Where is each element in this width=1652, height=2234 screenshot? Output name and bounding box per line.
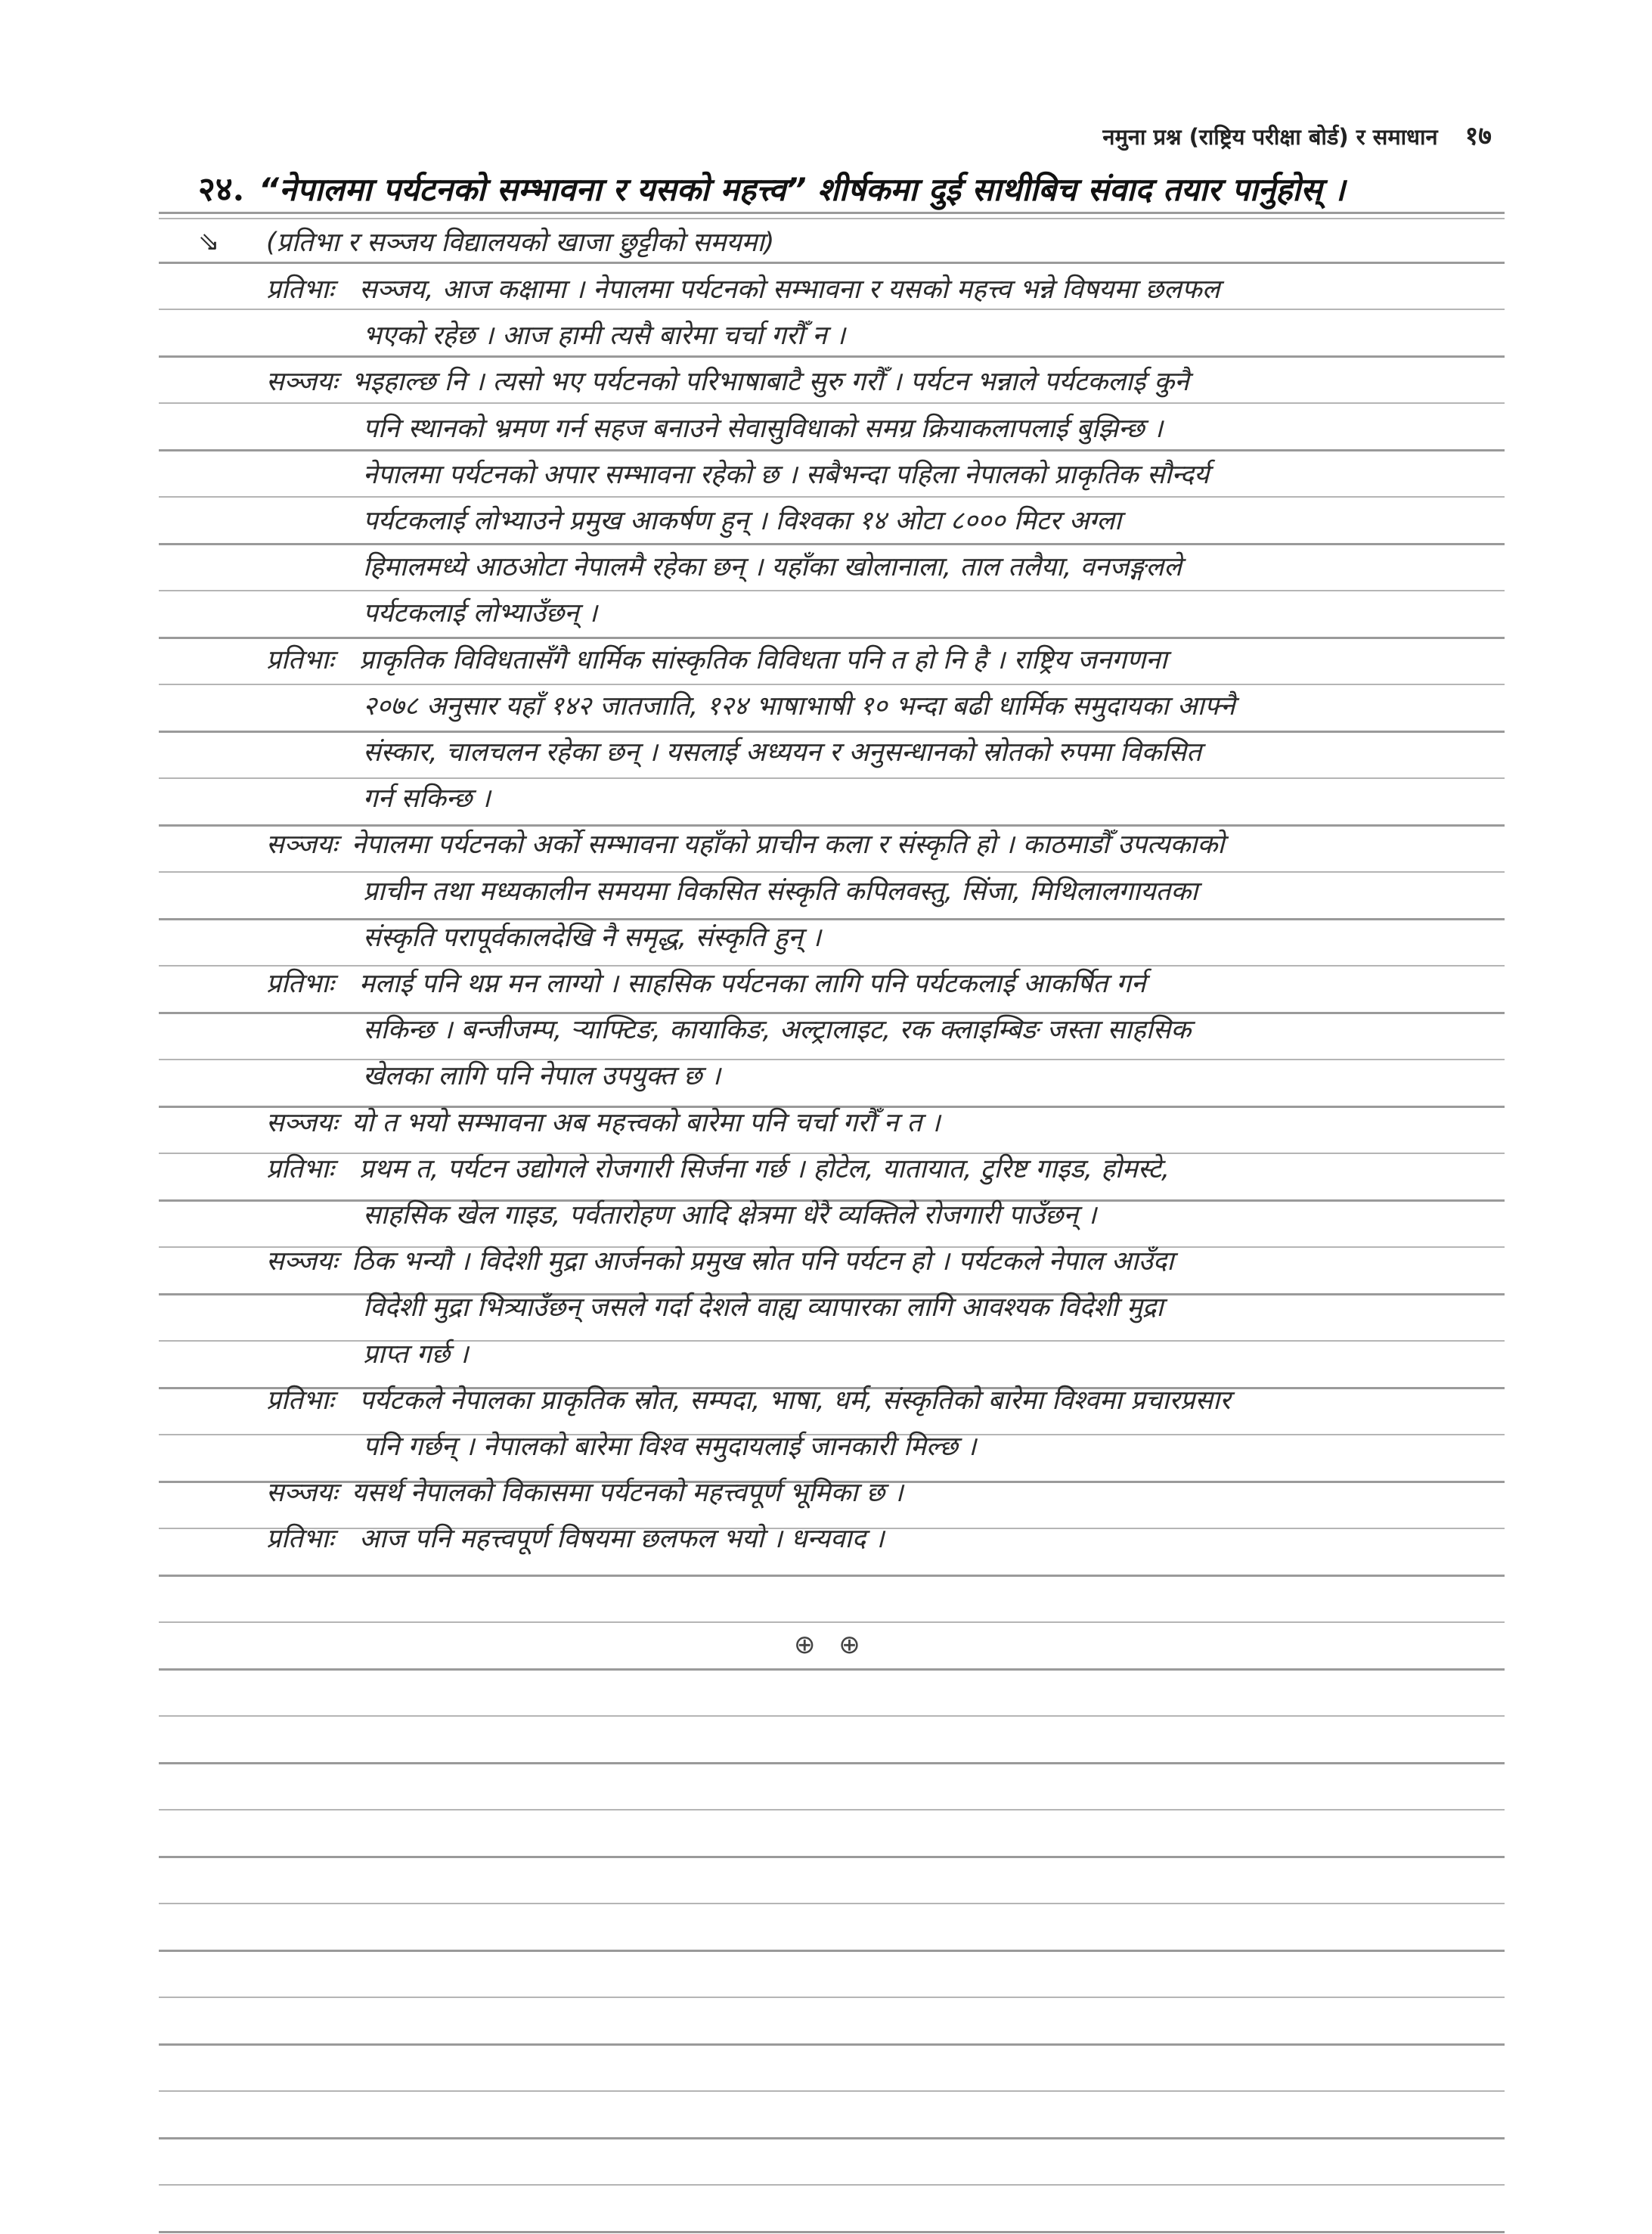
ruled-line — [159, 496, 1505, 498]
ruled-line — [159, 309, 1505, 310]
ruled-line — [159, 1715, 1505, 1717]
ruled-line — [159, 543, 1505, 545]
speaker-label: सञ्जयः — [266, 1478, 338, 1508]
ruled-line — [159, 1668, 1505, 1671]
dialogue-line: प्राकृतिक विविधतासँगै धार्मिक सांस्कृतिक विविधता पनि त हो नि है । राष्ट्रिय जनगणना — [359, 645, 1167, 675]
page-number: १७ — [1464, 121, 1492, 151]
ruled-line — [159, 1340, 1505, 1342]
ruled-line — [159, 918, 1505, 920]
question-number: २४. — [198, 170, 245, 209]
ruled-line — [159, 1575, 1505, 1577]
dialogue-line: पनि स्थानको भ्रमण गर्न सहज बनाउने सेवासुविधाको समग्र क्रियाकलापलाई बुझिन्छ । — [363, 414, 1164, 444]
question-heading — [198, 165, 1501, 218]
ruled-line — [159, 262, 1505, 264]
dialogue-line: प्राप्त गर्छ । — [363, 1339, 469, 1370]
speaker-label: प्रतिभाः — [266, 1385, 334, 1416]
ruled-line — [159, 1856, 1505, 1858]
dialogue-line: पनि गर्छन् । नेपालको बारेमा विश्व समुदायलाई जानकारी मिल्छ । — [363, 1432, 977, 1462]
speaker-label: प्रतिभाः — [266, 645, 334, 675]
speaker-label: प्रतिभाः — [266, 969, 334, 999]
end-ornament: ⊕ ⊕ — [794, 1630, 868, 1660]
speaker-label: सञ्जयः — [266, 367, 338, 397]
ruled-line — [159, 2090, 1505, 2092]
ruled-line — [159, 2043, 1505, 2046]
ruled-line — [159, 1950, 1505, 1952]
ruled-line — [159, 590, 1505, 591]
dialogue-line: नेपालमा पर्यटनको अर्को सम्भावना यहाँको प्राचीन कला र संस्कृति हो । काठमाडौँ उपत्यकाको — [352, 830, 1225, 860]
ruled-line — [159, 1809, 1505, 1810]
dialogue-line: नेपालमा पर्यटनको अपार सम्भावना रहेको छ । सबैभन्दा पहिला नेपालको प्राकृतिक सौन्दर्य — [363, 460, 1210, 490]
ruled-line — [159, 1903, 1505, 1904]
answer-marker-icon: ⇘ — [198, 227, 220, 257]
ruled-line — [159, 1997, 1505, 1998]
speaker-label: सञ्जयः — [266, 1108, 338, 1138]
dialogue-line: खेलका लागि पनि नेपाल उपयुक्त छ । — [363, 1061, 721, 1091]
running-header — [1102, 117, 1492, 152]
dialogue-line: पर्यटकलाई लोभ्याउने प्रमुख आकर्षण हुन् । विश्वका १४ ओटा ८००० मिटर अग्ला — [363, 506, 1122, 536]
dialogue-line: सञ्जय, आज कक्षामा । नेपालमा पर्यटनको सम्भावना र यसको महत्त्व भन्ने विषयमा छलफल — [359, 275, 1220, 305]
dialogue-line: संस्कार, चालचलन रहेका छन् । यसलाई अध्ययन र अनुसन्धानको स्रोतको रुपमा विकसित — [363, 737, 1202, 768]
dialogue-setting: (प्रतिभा र सञ्जय विद्यालयको खाजा छुट्टीको समयमा) — [266, 228, 775, 258]
dialogue-line: हिमालमध्ये आठओटा नेपालमै रहेका छन् । यहाँका खोलानाला, ताल तलैया, वनजङ्गलले — [363, 552, 1182, 582]
dialogue-line: २०७८ अनुसार यहाँ १४२ जातजाति, १२४ भाषाभाषी १० भन्दा बढी धार्मिक समुदायका आफ्नै — [363, 691, 1235, 721]
ruled-line — [159, 2137, 1505, 2139]
dialogue-line: प्रथम त, पर्यटन उद्योगले रोजगारी सिर्जना गर्छ । होटेल, यातायात, टुरिष्ट गाइड, होमस्टे, — [359, 1154, 1170, 1184]
dialogue-line: साहसिक खेल गाइड, पर्वतारोहण आदि क्षेत्रमा धेरै व्यक्तिले रोजगारी पाउँछन् । — [363, 1200, 1097, 1230]
speaker-label: प्रतिभाः — [266, 1524, 334, 1554]
question-text: “नेपालमा पर्यटनको सम्भावना र यसको महत्त्व” शीर्षकमा दुई साथीबिच संवाद तयार पार्नुहोस् । — [259, 171, 1346, 208]
dialogue-line: भइहाल्छ नि । त्यसो भए पर्यटनको परिभाषाबाटै सुरु गरौँ । पर्यटन भन्नाले पर्यटकलाई कुनै — [352, 367, 1189, 397]
ruled-line — [159, 1621, 1505, 1623]
speaker-label: सञ्जयः — [266, 830, 338, 860]
ruled-line — [159, 684, 1505, 685]
dialogue-line: सकिन्छ । बन्जीजम्प, र्‍याफ्टिङ, कायाकिङ, अल्ट्रालाइट, रक क्लाइम्बिङ जस्ता साहसिक — [363, 1015, 1192, 1045]
dialogue-line: प्राचीन तथा मध्यकालीन समयमा विकसित संस्कृति कपिलवस्तु, सिंजा, मिथिलालगायतका — [363, 877, 1198, 907]
dialogue-line: आज पनि महत्त्वपूर्ण विषयमा छलफल भयो । धन्यवाद । — [359, 1524, 885, 1554]
ruled-line — [159, 355, 1505, 358]
ruled-line — [159, 449, 1505, 451]
ruled-line — [159, 637, 1505, 639]
ruled-line — [159, 1059, 1505, 1060]
dialogue-line: पर्यटकले नेपालका प्राकृतिक स्रोत, सम्पदा, भाषा, धर्म, संस्कृतिको बारेमा विश्वमा प्रचारप्रसार — [359, 1385, 1231, 1416]
speaker-label: प्रतिभाः — [266, 275, 334, 305]
ruled-line — [159, 1762, 1505, 1764]
ruled-line — [159, 731, 1505, 733]
dialogue-line: संस्कृति परापूर्वकालदेखि नै समृद्ध, संस्कृति हुन् । — [363, 923, 822, 953]
ruled-line — [159, 218, 1505, 219]
speaker-label: प्रतिभाः — [266, 1154, 334, 1184]
dialogue-line: पर्यटकलाई लोभ्याउँछन् । — [363, 598, 598, 628]
ruled-line — [159, 402, 1505, 404]
ruled-line — [159, 777, 1505, 779]
ruled-line — [159, 2231, 1505, 2233]
dialogue-line: यसर्थ नेपालको विकासमा पर्यटनको महत्त्वपूर्ण भूमिका छ । — [352, 1478, 903, 1508]
ruled-line — [159, 2184, 1505, 2186]
dialogue-line: मलाई पनि थप्न मन लाग्यो । साहसिक पर्यटनका लागि पनि पर्यटकलाई आकर्षित गर्न — [359, 969, 1146, 999]
dialogue-line: भएको रहेछ । आज हामी त्यसै बारेमा चर्चा गरौँ न । — [363, 321, 846, 351]
running-title: नमुना प्रश्न (राष्ट्रिय परीक्षा बोर्ड) र समाधान — [1102, 124, 1438, 150]
dialogue-line: विदेशी मुद्रा भित्र्याउँछन् जसले गर्दा देशले वाह्य व्यापारका लागि आवश्यक विदेशी मुद्रा — [363, 1292, 1164, 1323]
dialogue-line: ठिक भन्यौ । विदेशी मुद्रा आर्जनको प्रमुख स्रोत पनि पर्यटन हो । पर्यटकले नेपाल आउँदा — [352, 1246, 1174, 1277]
speaker-label: सञ्जयः — [266, 1246, 338, 1277]
dialogue-line: गर्न सकिन्छ । — [363, 783, 491, 814]
dialogue-line: यो त भयो सम्भावना अब महत्त्वको बारेमा पनि चर्चा गरौँ न त । — [352, 1108, 941, 1138]
